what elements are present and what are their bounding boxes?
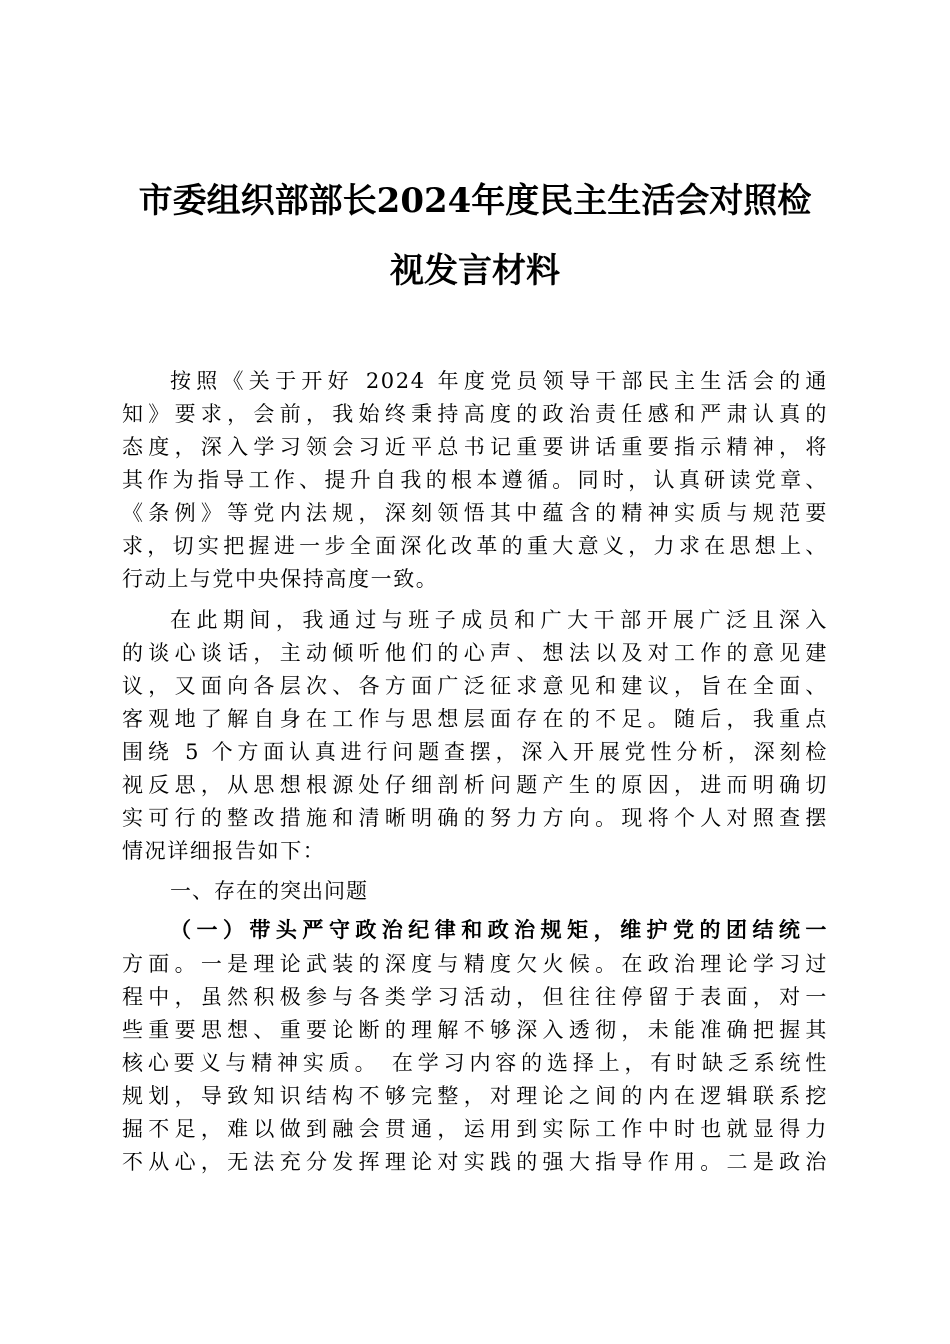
body-line: 其作为指导工作、提升自我的根本遵循。同时，认真研读党章、 xyxy=(122,468,828,492)
body-line: 核心要义与精神实质。 在学习内容的选择上，有时缺乏系统性 xyxy=(122,1051,828,1075)
subsection-heading-line: （一）带头严守政治纪律和政治规矩，维护党的团结统一 xyxy=(170,917,828,942)
body-line: 程中，虽然积极参与各类学习活动，但往往停留于表面，对一 xyxy=(122,985,828,1009)
document-title-line-1: 市委组织部部长2024年度民主生活会对照检 xyxy=(138,181,812,221)
body-line: 客观地了解自身在工作与思想层面存在的不足。随后，我重点 xyxy=(122,707,828,731)
body-line: 《条例》等党内法规，深刻领悟其中蕴含的精神实质与规范要 xyxy=(122,501,828,525)
body-line: 实可行的整改措施和清晰明确的努力方向。现将个人对照查摆 xyxy=(122,806,828,830)
document-title-line-2: 视发言材料 xyxy=(390,251,560,291)
body-line: 求，切实把握进一步全面深化改革的重大意义，力求在思想上、 xyxy=(122,534,828,558)
body-line: 围绕 5 个方面认真进行问题查摆，深入开展党性分析，深刻检 xyxy=(122,740,828,764)
body-line: 行动上与党中央保持高度一致。 xyxy=(122,567,439,591)
body-line: 情况详细报告如下： xyxy=(122,839,326,863)
section-heading: 一、存在的突出问题 xyxy=(170,879,368,903)
body-line: 不从心，无法充分发挥理论对实践的强大指导作用。二是政治 xyxy=(122,1150,828,1174)
body-line: 的谈心谈话，主动倾听他们的心声、想法以及对工作的意见建 xyxy=(122,641,828,665)
body-line: 方面。一是理论武装的深度与精度欠火候。在政治理论学习过 xyxy=(122,952,828,976)
body-line: 视反思，从思想根源处仔细剖析问题产生的原因，进而明确切 xyxy=(122,773,828,797)
body-line: 规划，导致知识结构不够完整，对理论之间的内在逻辑联系挖 xyxy=(122,1084,828,1108)
body-line: 按照《关于开好 2024 年度党员领导干部民主生活会的通 xyxy=(170,369,828,393)
body-line: 掘不足，难以做到融会贯通，运用到实际工作中时也就显得力 xyxy=(122,1117,828,1141)
body-line: 在此期间，我通过与班子成员和广大干部开展广泛且深入 xyxy=(170,608,828,632)
body-line: 态度，深入学习领会习近平总书记重要讲话重要指示精神，将 xyxy=(122,435,828,459)
body-line: 知》要求，会前，我始终秉持高度的政治责任感和严肃认真的 xyxy=(122,402,828,426)
body-line: 议，又面向各层次、各方面广泛征求意见和建议，旨在全面、 xyxy=(122,674,828,698)
body-line: 些重要思想、重要论断的理解不够深入透彻，未能准确把握其 xyxy=(122,1018,828,1042)
